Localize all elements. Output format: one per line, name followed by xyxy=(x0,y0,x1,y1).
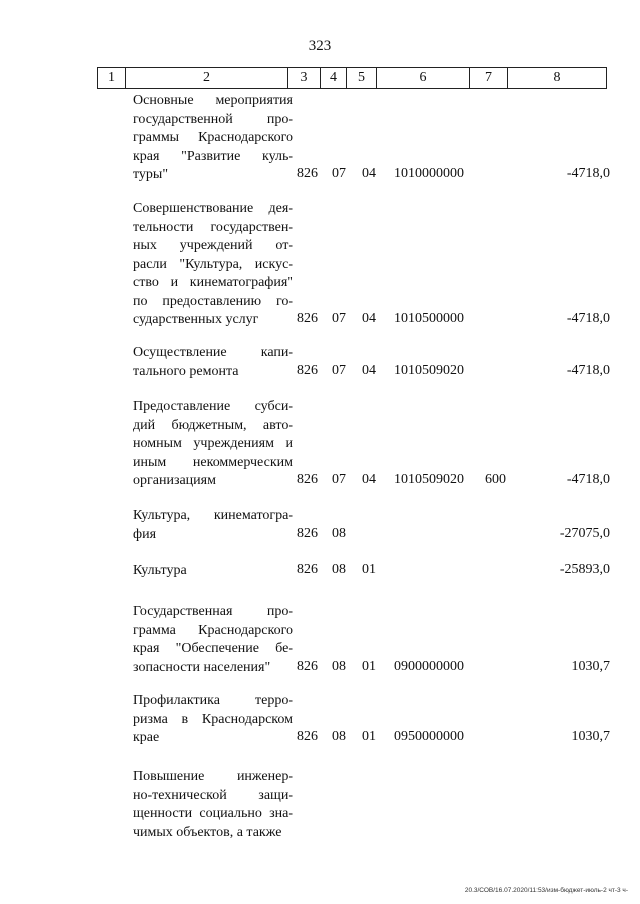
description-line: края "Обеспечение бе- xyxy=(133,641,293,656)
description-line: Предоставление субси- xyxy=(133,399,293,414)
cell-col-8: -4718,0 xyxy=(566,362,610,378)
cell-col-4: 07 xyxy=(332,472,346,487)
cell-col-6: 1010500000 xyxy=(394,311,464,326)
document-footer: 20.3/СОВ/16.07.2020/11:53/изм-бюджет-июль-2 чт-3 ч- xyxy=(464,887,628,894)
cell-col-5: 04 xyxy=(362,362,376,378)
description-line: Государственная про- xyxy=(133,604,293,619)
description-line: Культура, кинематогра- xyxy=(133,508,293,523)
cell-col-4: 07 xyxy=(332,166,346,181)
cell-col-6: 1010509020 xyxy=(394,362,464,378)
row-description xyxy=(133,398,293,491)
row-description xyxy=(133,603,293,677)
description-line: края "Развитие куль- xyxy=(133,148,293,164)
column-header-7: 7 xyxy=(470,68,508,89)
cell-col-4: 08 xyxy=(332,729,346,744)
description-line: зопасности населения" xyxy=(133,659,271,675)
cell-col-7: 600 xyxy=(485,472,506,487)
column-header-3: 3 xyxy=(288,68,321,89)
row-description xyxy=(133,344,293,381)
description-line: туры" xyxy=(133,167,169,182)
description-line: иным некоммерческим xyxy=(133,454,293,470)
column-header-5: 5 xyxy=(347,68,377,89)
cell-col-6: 1010509020 xyxy=(394,472,464,487)
description-line: ных учреждений от- xyxy=(133,238,293,253)
description-line: чимых объектов, а также xyxy=(133,824,282,840)
cell-col-4: 08 xyxy=(332,658,346,674)
cell-col-4: 07 xyxy=(332,311,346,326)
cell-col-8: -4718,0 xyxy=(566,311,610,326)
cell-col-3: 826 xyxy=(297,311,318,326)
description-line: Осуществление капи- xyxy=(133,345,293,360)
column-header-8: 8 xyxy=(508,68,607,89)
cell-col-5: 04 xyxy=(362,166,376,181)
description-line: щенности социально зна- xyxy=(133,806,293,821)
cell-col-3: 826 xyxy=(297,166,318,181)
cell-col-5: 01 xyxy=(362,658,376,674)
cell-col-8: -4718,0 xyxy=(566,472,610,487)
cell-col-3: 826 xyxy=(297,472,318,487)
column-header-2: 2 xyxy=(126,68,288,89)
cell-col-3: 826 xyxy=(297,362,318,378)
cell-col-3: 826 xyxy=(297,525,318,541)
description-line: Профилактика терро- xyxy=(133,693,293,708)
page-number: 323 xyxy=(308,38,332,54)
description-line: тального ремонта xyxy=(133,363,239,379)
description-line: ризма в Краснодарском xyxy=(133,711,293,727)
cell-col-8: -27075,0 xyxy=(559,525,610,541)
description-line: номным учреждениям и xyxy=(133,436,293,451)
cell-col-3: 826 xyxy=(297,562,318,577)
description-line: по предоставлению го- xyxy=(133,293,293,309)
description-line: расли "Культура, искус- xyxy=(133,256,293,272)
row-description xyxy=(133,92,293,185)
column-header-4: 4 xyxy=(321,68,347,89)
description-line: крае xyxy=(133,730,160,745)
description-line: государственной про- xyxy=(133,111,293,127)
cell-col-6: 0950000000 xyxy=(394,729,464,744)
description-line: граммы Краснодарского xyxy=(133,130,293,145)
cell-col-4: 08 xyxy=(332,562,346,577)
cell-col-5: 04 xyxy=(362,311,376,326)
description-line: Культура xyxy=(133,563,187,578)
cell-col-5: 01 xyxy=(362,729,376,744)
cell-col-4: 08 xyxy=(332,525,346,541)
description-line: грамма Краснодарского xyxy=(133,622,293,638)
description-line: сударственных услуг xyxy=(133,312,259,327)
cell-col-8: -25893,0 xyxy=(559,562,610,577)
description-line: дий бюджетным, авто- xyxy=(133,417,293,433)
description-line: но-технической защи- xyxy=(133,787,293,803)
cell-col-6: 1010000000 xyxy=(394,166,464,181)
column-header-row xyxy=(98,68,607,89)
column-header-table xyxy=(97,67,607,89)
row-description xyxy=(133,200,293,330)
row-description xyxy=(133,692,293,748)
description-line: тельности государствен- xyxy=(133,219,293,235)
cell-col-8: -4718,0 xyxy=(566,166,610,181)
cell-col-3: 826 xyxy=(297,729,318,744)
column-header-1: 1 xyxy=(98,68,126,89)
description-line: Повышение инженер- xyxy=(133,769,293,784)
cell-col-5: 01 xyxy=(362,562,376,577)
description-line: Совершенствование дея- xyxy=(133,201,293,216)
description-line: Основные мероприятия xyxy=(133,93,293,108)
description-line: фия xyxy=(133,526,157,542)
cell-col-3: 826 xyxy=(297,658,318,674)
row-description xyxy=(133,562,293,581)
description-line: ство и кинематография" xyxy=(133,275,293,290)
cell-col-4: 07 xyxy=(332,362,346,378)
cell-col-5: 04 xyxy=(362,472,376,487)
cell-col-8: 1030,7 xyxy=(571,658,610,674)
column-header-6: 6 xyxy=(377,68,470,89)
description-line: организациям xyxy=(133,473,216,488)
cell-col-8: 1030,7 xyxy=(571,729,610,744)
cell-col-6: 0900000000 xyxy=(394,658,464,674)
row-description xyxy=(133,507,293,544)
row-description xyxy=(133,768,293,842)
